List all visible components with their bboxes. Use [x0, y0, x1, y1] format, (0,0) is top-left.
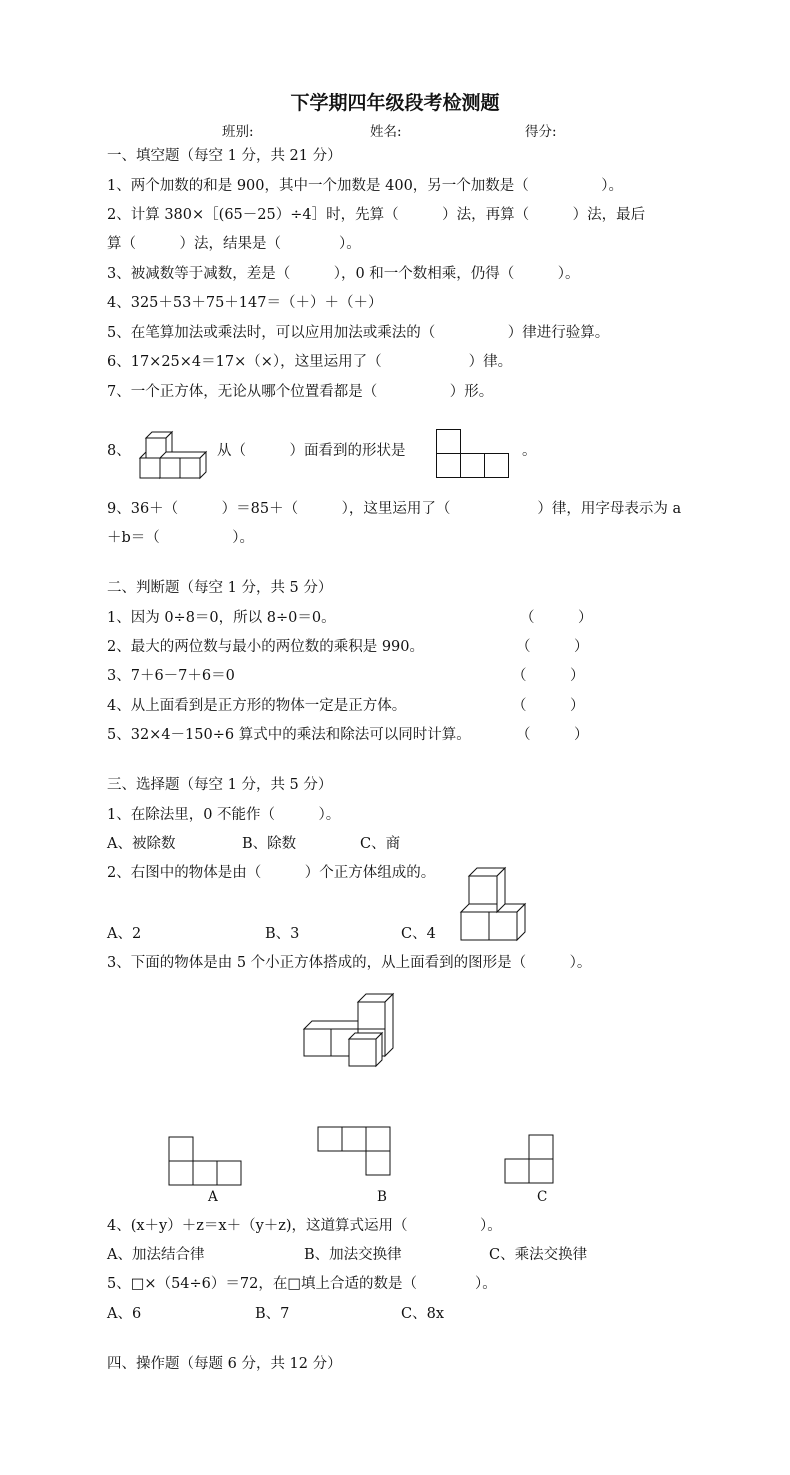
q3-option-a-shape: [168, 1136, 243, 1186]
section1-heading: 一、填空题（每空 1 分，共 21 分）: [107, 148, 342, 164]
choice-question-4: 4、(x＋y）＋z＝x＋（y＋z)，这道算式运用（ ）。: [107, 1218, 502, 1234]
q3-option-b-shape: [317, 1126, 392, 1176]
judge-item-5: 5、32×4－150÷6 算式中的乘法和除法可以同时计算。: [107, 727, 471, 743]
fill-question-9a: 9、36＋（ ）＝85＋（ ），这里运用了（ ）律，用字母表示为 a: [107, 501, 682, 517]
q3-option-c-shape: [504, 1134, 556, 1184]
page-title: 下学期四年级段考检测题: [290, 92, 500, 114]
choice-5-option-b: B、7: [255, 1306, 290, 1322]
q3-label-b: B: [377, 1189, 387, 1205]
fill-question-8-number: 8、: [107, 443, 131, 459]
q3-label-a: A: [208, 1189, 218, 1205]
fill-question-9b: ＋b＝（ ）。: [107, 530, 255, 546]
fill-question-1: 1、两个加数的和是 900，其中一个加数是 400，另一个加数是（ ）。: [107, 178, 624, 194]
q8-view-shape: [436, 429, 510, 479]
choice-question-5: 5、□×（54÷6）＝72，在□填上合适的数是（ ）。: [107, 1276, 497, 1292]
choice-4-option-c: C、乘法交换律: [489, 1247, 588, 1263]
q2-cube-figure: [459, 867, 527, 941]
choice-2-option-a: A、2: [107, 926, 142, 942]
choice-question-3: 3、下面的物体是由 5 个小正方体搭成的，从上面看到的图形是（ ）。: [107, 955, 592, 971]
section3-heading: 三、选择题（每空 1 分，共 5 分）: [107, 777, 333, 793]
section4-heading: 四、操作题（每题 6 分，共 12 分）: [107, 1356, 342, 1372]
judge-blank-5: （ ）: [516, 727, 589, 743]
name-label: 姓名:: [370, 124, 402, 140]
q8-cube-figure: [136, 430, 206, 480]
fill-question-7: 7、一个正方体，无论从哪个位置看都是（ ）形。: [107, 384, 494, 400]
fill-question-2a: 2、计算 380×［(65－25）÷4］时，先算（ ）法，再算（ ）法，最后: [107, 207, 646, 223]
choice-5-option-a: A、6: [107, 1306, 142, 1322]
fill-question-4: 4、325＋53＋75＋147＝（＋）＋（＋）: [107, 295, 383, 311]
choice-2-option-c: C、4: [401, 926, 436, 942]
choice-question-1: 1、在除法里，0 不能作（ ）。: [107, 807, 341, 823]
fill-question-8-end: 。: [522, 443, 537, 459]
choice-1-option-c: C、商: [360, 836, 401, 852]
choice-1-option-a: A、被除数: [107, 836, 176, 852]
choice-5-option-c: C、8x: [401, 1306, 444, 1322]
fill-question-8-text: 从（ ）面看到的形状是: [217, 443, 406, 459]
q3-label-c: C: [537, 1189, 548, 1205]
choice-question-2: 2、右图中的物体是由（ ）个正方体组成的。: [107, 865, 436, 881]
fill-question-5: 5、在笔算加法或乘法时，可以应用加法或乘法的（ ）律进行验算。: [107, 325, 610, 341]
choice-4-option-b: B、加法交换律: [304, 1247, 402, 1263]
judge-blank-1: （ ）: [520, 610, 593, 626]
choice-1-option-b: B、除数: [242, 836, 297, 852]
score-label: 得分:: [525, 124, 557, 140]
judge-item-2: 2、最大的两位数与最小的两位数的乘积是 990。: [107, 639, 425, 655]
judge-item-1: 1、因为 0÷8＝0，所以 8÷0＝0。: [107, 610, 336, 626]
judge-blank-4: （ ）: [512, 698, 585, 714]
class-label: 班别:: [222, 124, 254, 140]
fill-question-2b: 算（ ）法，结果是（ ）。: [107, 236, 361, 252]
fill-question-6: 6、17×25×4＝17×（×），这里运用了（ ）律。: [107, 354, 513, 370]
judge-item-3: 3、7＋6－7＋6＝0: [107, 668, 235, 684]
judge-blank-2: （ ）: [516, 639, 589, 655]
judge-blank-3: （ ）: [512, 668, 585, 684]
judge-item-4: 4、从上面看到是正方形的物体一定是正方体。: [107, 698, 407, 714]
section2-heading: 二、判断题（每空 1 分，共 5 分）: [107, 580, 333, 596]
choice-2-option-b: B、3: [265, 926, 300, 942]
fill-question-3: 3、被减数等于减数，差是（ ），0 和一个数相乘，仍得（ ）。: [107, 266, 580, 282]
q3-cube-figure: [303, 991, 397, 1067]
choice-4-option-a: A、加法结合律: [107, 1247, 205, 1263]
